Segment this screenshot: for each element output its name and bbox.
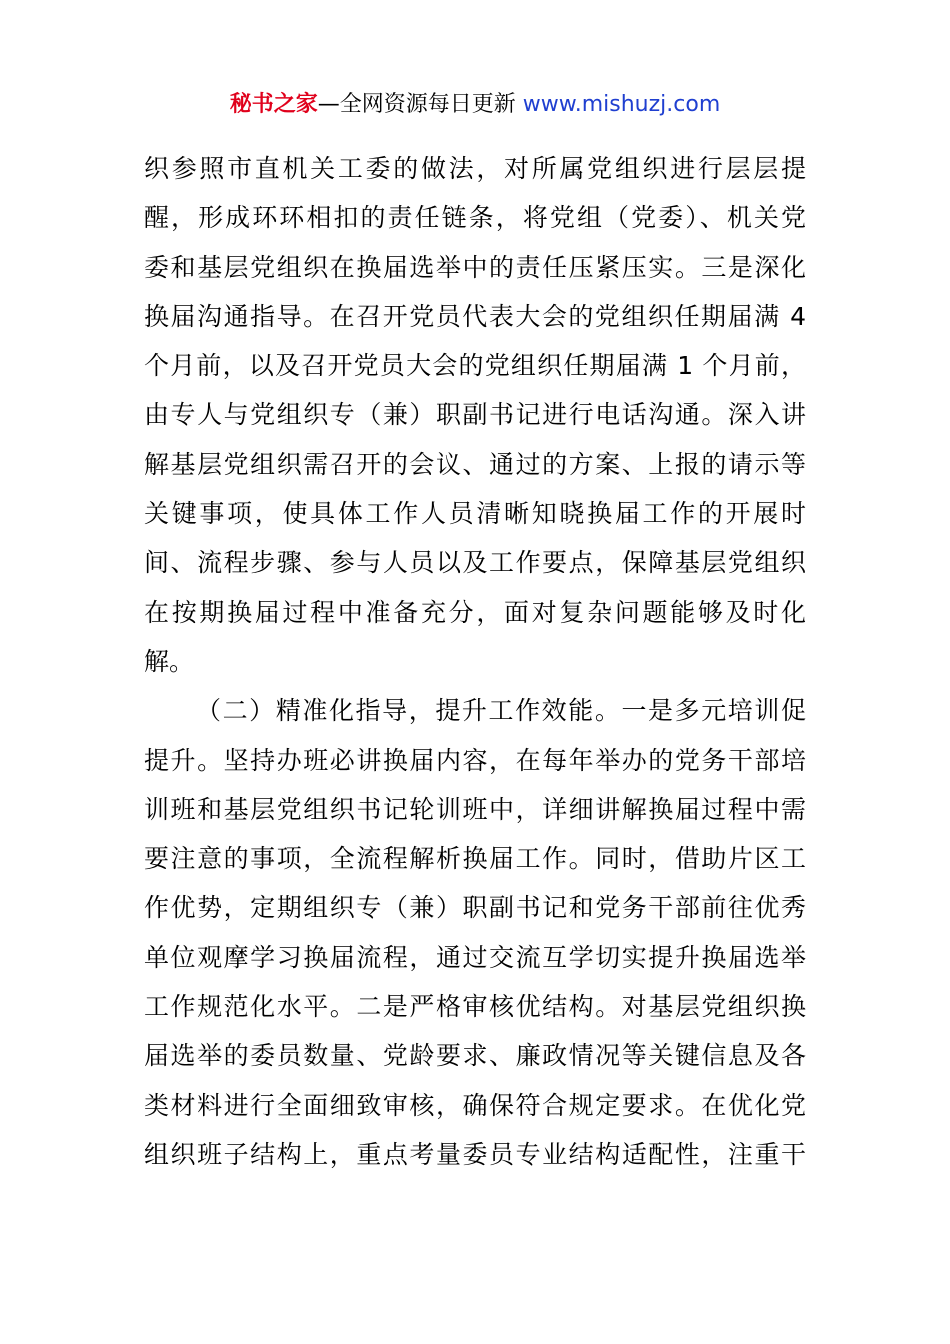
- text-line: 由专人与党组织专（兼）职副书记进行电话沟通。深入讲: [144, 400, 806, 430]
- text-line: 织参照市直机关工委的做法，对所属党组织进行层层提: [144, 154, 806, 183]
- text-line: 解基层党组织需召开的会议、通过的方案、上报的请示等: [144, 449, 806, 479]
- text-line: 作优势，定期组织专（兼）职副书记和党务干部前往优秀: [144, 893, 806, 923]
- text-line: 要注意的事项，全流程解析换届工作。同时，借助片区工: [144, 844, 806, 874]
- header-tagline: —全网资源每日更新: [317, 92, 523, 117]
- text-line: 单位观摩学习换届流程，通过交流互学切实提升换届选举: [144, 942, 806, 972]
- text-line: 委和基层党组织在换届选举中的责任压紧压实。三是深化: [144, 252, 806, 282]
- text-line: 解。: [144, 646, 195, 676]
- paragraph-1: [144, 144, 806, 686]
- paragraph-2: [144, 686, 806, 1179]
- page-header: [0, 88, 950, 122]
- text-line: 类材料进行全面细致审核，确保符合规定要求。在优化党: [144, 1090, 806, 1120]
- text-line: 提升。坚持办班必讲换届内容，在每年举办的党务干部培: [144, 745, 806, 775]
- document-body: [144, 144, 806, 1179]
- text-line: 届选举的委员数量、党龄要求、廉政情况等关键信息及各: [144, 1041, 806, 1071]
- text-line: 换届沟通指导。在召开党员代表大会的党组织任期届满 4: [144, 301, 806, 331]
- text-line: 个月前，以及召开党员大会的党组织任期届满 1 个月前，: [144, 351, 806, 381]
- text-line: 工作规范化水平。二是严格审核优结构。对基层党组织换: [144, 992, 806, 1022]
- header-url[interactable]: www.mishuzj.com: [522, 92, 721, 117]
- text-line: 训班和基层党组织书记轮训班中，详细讲解换届过程中需: [144, 794, 806, 824]
- text-line: 关键事项，使具体工作人员清晰知晓换届工作的开展时: [144, 499, 806, 529]
- text-line: （二）精准化指导，提升工作效能。一是多元培训促: [196, 696, 806, 726]
- header-brand: 秘书之家: [229, 92, 318, 117]
- text-line: 组织班子结构上，重点考量委员专业结构适配性，注重干: [144, 1139, 806, 1169]
- text-line: 醒，形成环环相扣的责任链条，将党组（党委）、机关党: [144, 203, 806, 233]
- text-line: 间、流程步骤、参与人员以及工作要点，保障基层党组织: [144, 548, 806, 578]
- text-line: 在按期换届过程中准备充分，面对复杂问题能够及时化: [144, 597, 806, 627]
